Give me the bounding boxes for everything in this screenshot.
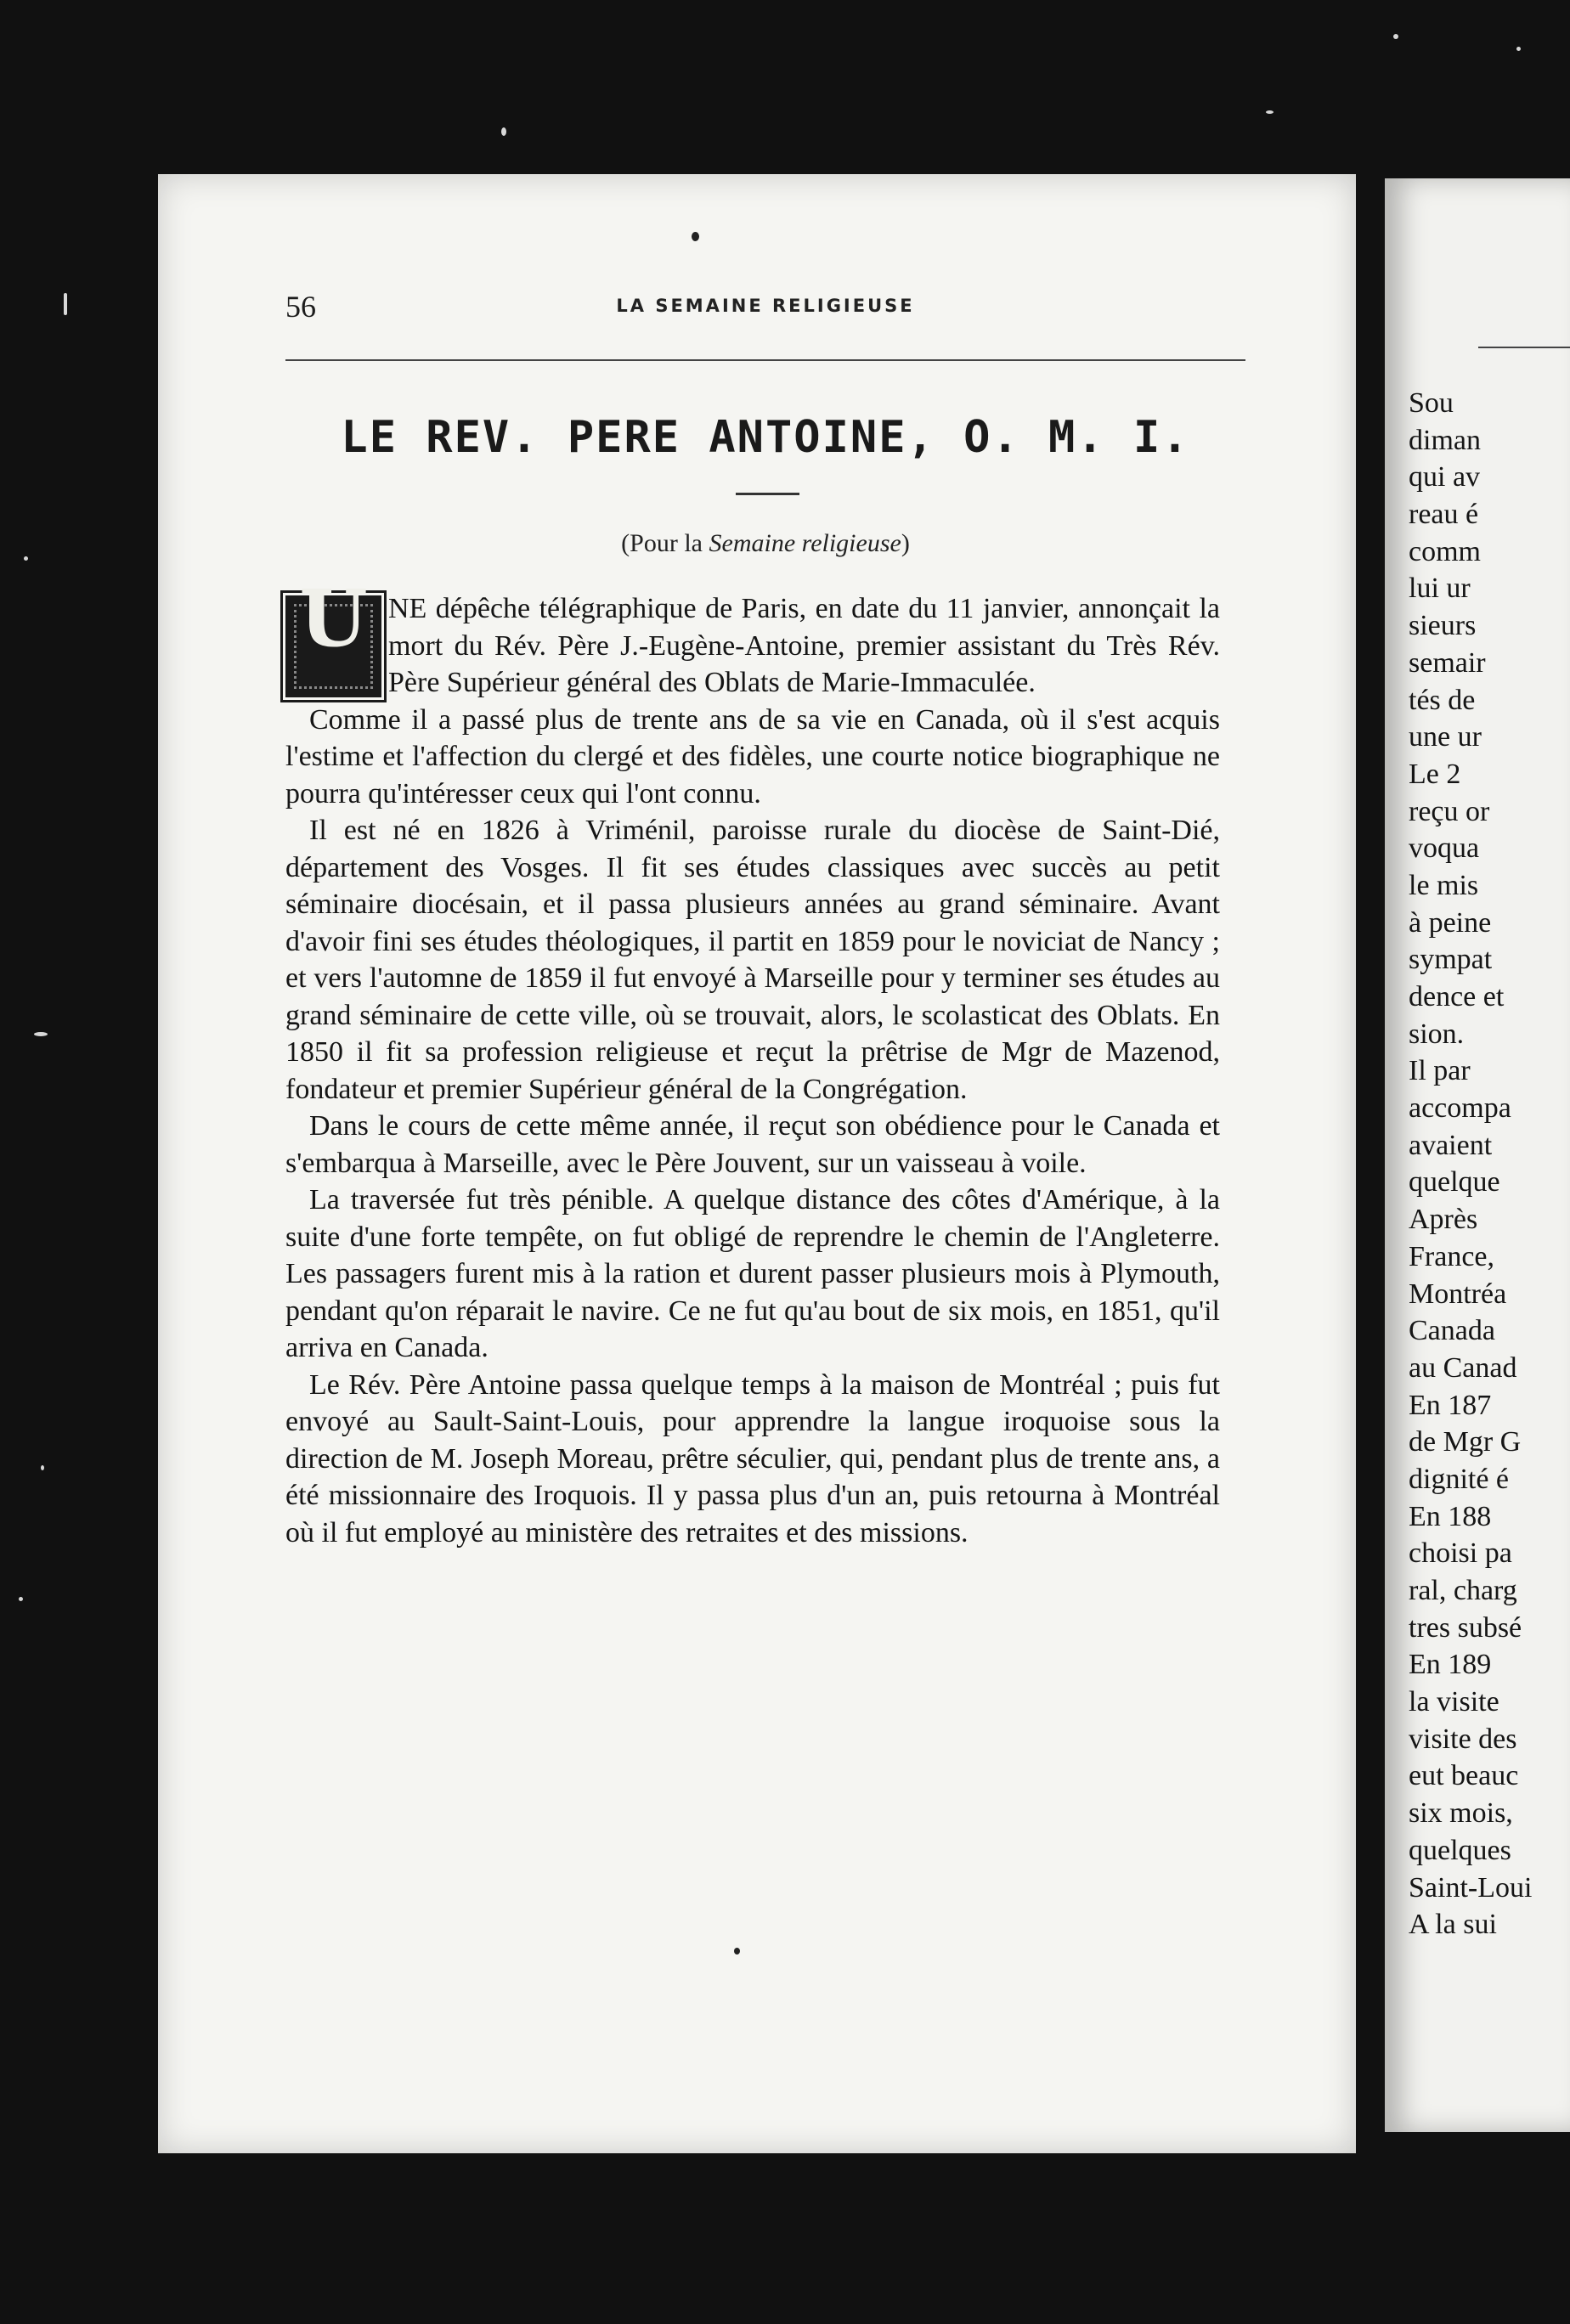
scan-speck bbox=[41, 1465, 44, 1470]
adjacent-line: Saint-Loui bbox=[1409, 1871, 1533, 1904]
scan-speck bbox=[24, 556, 28, 561]
adjacent-line: dence et bbox=[1409, 981, 1505, 1013]
header-divider bbox=[285, 359, 1245, 361]
adjacent-line: tres subsé bbox=[1409, 1611, 1522, 1644]
adjacent-line: Canada bbox=[1409, 1315, 1495, 1347]
ornamental-drop-cap bbox=[285, 573, 381, 697]
adjacent-line: Le 2 bbox=[1409, 758, 1461, 790]
adjacent-line: quelque bbox=[1409, 1166, 1500, 1199]
article-body bbox=[285, 573, 1220, 1551]
adjacent-line: à peine bbox=[1409, 906, 1492, 939]
scan-speck bbox=[19, 1597, 23, 1601]
page-number: 56 bbox=[285, 290, 316, 324]
scan-speck bbox=[34, 1032, 48, 1036]
adjacent-page-text bbox=[1409, 385, 1570, 1943]
adjacent-line: semair bbox=[1409, 646, 1486, 679]
drop-cap-letter: U bbox=[299, 573, 368, 664]
adjacent-line: accompa bbox=[1409, 1092, 1511, 1125]
adjacent-line: ral, charg bbox=[1409, 1575, 1517, 1606]
adjacent-line: France, bbox=[1409, 1240, 1495, 1272]
adjacent-line: tés de bbox=[1409, 684, 1476, 716]
main-page bbox=[158, 174, 1356, 2153]
article-title: LE REV. PERE ANTOINE, O. M. I. bbox=[341, 412, 1190, 463]
adjacent-line: sympat bbox=[1409, 944, 1493, 976]
adjacent-line: de Mgr G bbox=[1409, 1426, 1522, 1458]
adjacent-line: En 187 bbox=[1409, 1389, 1492, 1421]
adjacent-page-fragment bbox=[1385, 178, 1570, 2132]
adjacent-line: sieurs bbox=[1409, 610, 1477, 642]
adjacent-line: eut beauc bbox=[1409, 1760, 1519, 1792]
adjacent-line: reçu or bbox=[1409, 795, 1490, 827]
title-divider bbox=[736, 493, 799, 495]
scan-speck bbox=[1393, 34, 1398, 39]
adjacent-line: Montréa bbox=[1409, 1278, 1507, 1310]
paragraph-4: Dans le cours de cette même année, il reçut son obédience pour le Canada et s'embarqua à Marseille, avec le Père Jouvent, sur un vaisseau à voile. bbox=[285, 1110, 1220, 1179]
subtitle-publication: Semaine religieuse bbox=[709, 529, 901, 557]
page-mark-top bbox=[692, 232, 699, 241]
adjacent-line: le mis bbox=[1409, 869, 1479, 901]
paragraph-2: Comme il a passé plus de trente ans de sa vie en Canada, où il s'est acquis l'estime et l'affection du clergé et des fidèles, une courte notice biographique ne pourra qu'intéresser ceux qui l'ont connu. bbox=[285, 703, 1220, 809]
adjacent-line: dignité é bbox=[1409, 1463, 1510, 1495]
adjacent-line: reau é bbox=[1409, 499, 1479, 531]
adjacent-line: voqua bbox=[1409, 832, 1480, 865]
adjacent-line: au Canad bbox=[1409, 1351, 1517, 1384]
adjacent-line: sion. bbox=[1409, 1018, 1465, 1050]
adjacent-line: En 188 bbox=[1409, 1500, 1492, 1532]
adjacent-line: la visite bbox=[1409, 1686, 1499, 1718]
article-subtitle bbox=[285, 529, 1245, 558]
adjacent-line: Il par bbox=[1409, 1055, 1471, 1087]
journal-title: LA SEMAINE RELIGIEUSE bbox=[616, 296, 915, 316]
adjacent-line: quelques bbox=[1409, 1834, 1511, 1866]
adjacent-line: choisi pa bbox=[1409, 1537, 1512, 1570]
scan-speck bbox=[501, 127, 506, 136]
adjacent-line: En 189 bbox=[1409, 1649, 1492, 1681]
adjacent-line: A la sui bbox=[1409, 1909, 1497, 1941]
page-mark-bottom bbox=[734, 1948, 740, 1955]
adjacent-line: lui ur bbox=[1409, 573, 1471, 605]
paragraph-text: NE dépêche télégraphique de Paris, en date du 11 janvier, annonçait la mort du Rév. Père J.-Eugène-Antoine, premier assistant du Très Rév. Père Supérieur général des Oblats de Marie-Immaculée. bbox=[388, 593, 1220, 698]
adjacent-line: Sou bbox=[1409, 387, 1454, 419]
adjacent-line: diman bbox=[1409, 424, 1481, 456]
scan-speck bbox=[1516, 47, 1521, 51]
running-head bbox=[285, 289, 1245, 340]
adjacent-line: une ur bbox=[1409, 721, 1482, 753]
adjacent-line: visite des bbox=[1409, 1723, 1517, 1755]
adjacent-line: six mois, bbox=[1409, 1797, 1513, 1830]
scan-speck bbox=[64, 293, 67, 315]
subtitle-prefix: (Pour la bbox=[621, 529, 709, 557]
adjacent-line: comm bbox=[1409, 535, 1481, 567]
paragraph-3: Il est né en 1826 à Vriménil, paroisse rurale du diocèse de Saint-Dié, département des Vosges. Il fit ses études classiques avec succès au petit séminaire diocésain, et il passa plusieurs années au grand séminaire. Avant d'avoir fini ses études théologiques, il partit en 1859 pour le noviciat de Nancy ; et vers l'automne de 1859 il fut envoyé à Marseille pour y terminer ses études au grand séminaire de cette ville, où se trouvait, alors, le scolasticat des Oblats. En 1850 il fit sa profession religieuse et reçut la prêtrise de Mgr de Mazenod, fondateur et premier Supérieur général de la Congrégation. bbox=[285, 815, 1220, 1105]
paragraph-6: Le Rév. Père Antoine passa quelque temps à la maison de Montréal ; puis fut envoyé au Sault-Saint-Louis, pour apprendre la langue iroquoise sous la direction de M. Joseph Moreau, prêtre séculier, qui, pendant plus de trente ans, a été missionnaire des Iroquois. Il y passa plus d'un an, puis retourna à Montréal où il fut employé au ministère des retraites et des missions. bbox=[285, 1368, 1220, 1548]
scan-speck bbox=[1266, 110, 1274, 114]
adjacent-header-divider bbox=[1478, 347, 1570, 348]
subtitle-suffix: ) bbox=[901, 529, 910, 557]
paragraph-1 bbox=[285, 573, 1220, 702]
adjacent-line: avaient bbox=[1409, 1129, 1493, 1161]
adjacent-line: Après bbox=[1409, 1204, 1478, 1236]
paragraph-5: La traversée fut très pénible. A quelque distance des côtes d'Amérique, à la suite d'une forte tempête, on fut obligé de reprendre le chemin de l'Angleterre. Les passagers furent mis à la ration et durent passer plusieurs mois à Plymouth, pendant qu'on réparait le navire. Ce ne fut qu'au bout de six mois, en 1851, qu'il arriva en Canada. bbox=[285, 1184, 1220, 1363]
adjacent-line: qui av bbox=[1409, 461, 1481, 494]
